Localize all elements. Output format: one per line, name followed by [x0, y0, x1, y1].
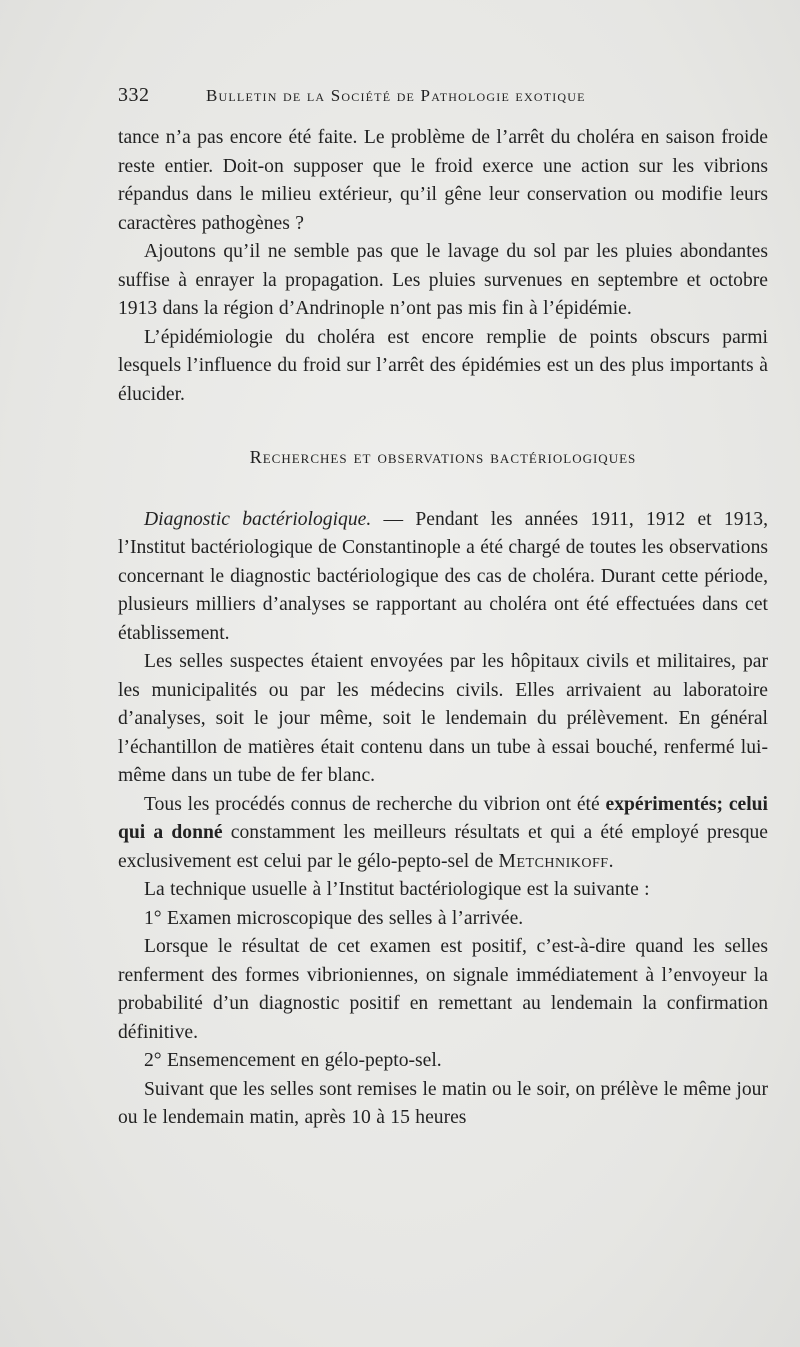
- step-1: 1° Examen microscopique des selles à l’arrivée.: [144, 907, 524, 929]
- procedes-bold: expérimentés; celui qui a donné: [118, 793, 769, 843]
- page-number: 332: [118, 84, 150, 106]
- paragraph-technique: La technique usuelle à l’Institut bactériologique est la suivante :: [144, 879, 650, 900]
- paragraph-continuation: tance n’a pas encore été faite. Le problème de l’arrêt du choléra en saison froide reste entier. Doit-on supposer que le froid exerce une action sur les vibrions répandus dans le milieu extérieur, qu’il gêne leur conservation ou modifie leurs caractères pathogènes ?: [118, 127, 768, 234]
- author-metchnikoff: Metchnikoff: [498, 850, 609, 872]
- paragraph-resultat: Lorsque le résultat de cet examen est positif, c’est-à-dire quand les selles renferment des formes vibrioniennes, on signale immédiatement à l’envoyeur la probabilité d’un diagnostic positif en remettant au lendemain la confirmation définitive.: [118, 936, 768, 1043]
- diagnostic-text: — Pendant les années 1911, 1912 et 1913, l’Institut bactériologique de Constantinople a été chargé de toutes les observations concernant le diagnostic bactériologique des cas de choléra. Durant cette période, plusieurs milliers d’analyses se rapportant au choléra ont été effectuées dans cet établissement.: [118, 508, 768, 644]
- paragraph-epidemiologie: L’épidémiologie du choléra est encore remplie de points obscurs parmi lesquels l’influence du froid sur l’arrêt des épidémies est un des plus importants à élucider.: [118, 326, 768, 405]
- procedes-start: Tous les procédés connus de recherche du vibrion ont été: [144, 793, 606, 815]
- procedes-middle: constamment les meilleurs résultats et qui a été employé presque exclusivement est celui par le gélo-pepto-sel de: [118, 822, 768, 872]
- paragraph-selles: Les selles suspectes étaient envoyées par les hôpitaux civils et militaires, par les municipalités ou par les médecins civils. Elles arrivaient au laboratoire d’analyses, soit le jour même, soit le lendemain du prélèvement. En général l’échantillon de matières était contenu dans un tube à essai bouché, renfermé lui-même dans un tube de fer blanc.: [118, 651, 768, 786]
- page-header: [118, 84, 768, 116]
- paragraph-diagnostic: [118, 506, 768, 649]
- running-title: Bulletin de la Société de Pathologie exotique: [206, 86, 586, 105]
- paragraph-suivant: Suivant que les selles sont remises le matin ou le soir, on prélève le même jour ou le lendemain matin, après 10 à 15 heures: [118, 1078, 768, 1128]
- procedes-end: .: [608, 850, 614, 872]
- body-text: [118, 124, 768, 1133]
- paragraph-procedes: [118, 791, 768, 877]
- section-heading: Recherches et observations bactériologiques: [249, 447, 637, 467]
- paragraph-pluies: Ajoutons qu’il ne semble pas que le lavage du sol par les pluies abondantes suffise à enrayer la propagation. Les pluies survenues en septembre et octobre 1913 dans la région d’Andrinople n’ont pas mis fin à l’épidémie.: [118, 241, 768, 319]
- diagnostic-italic-lead: Diagnostic bactériologique.: [144, 508, 372, 530]
- step-2: 2° Ensemencement en gélo-pepto-sel.: [144, 1050, 442, 1071]
